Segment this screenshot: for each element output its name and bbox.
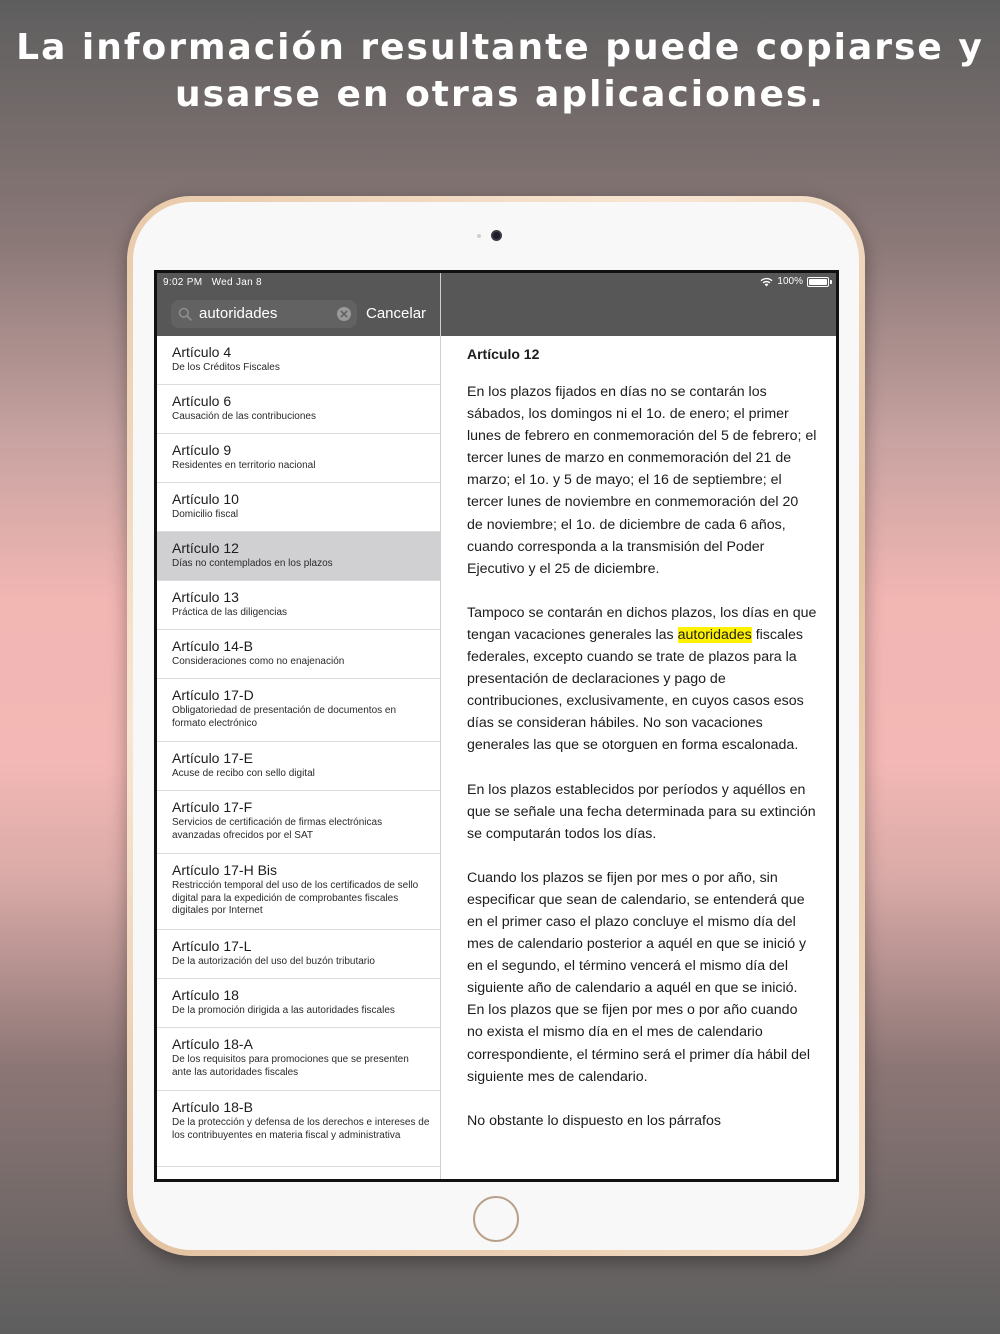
list-item[interactable]	[157, 679, 440, 742]
battery-icon	[807, 277, 829, 287]
list-item-title: Artículo 18	[172, 987, 239, 1003]
list-item-title: Artículo 18-A	[172, 1036, 253, 1052]
article-detail	[441, 336, 836, 1179]
list-item-subtitle: Residentes en territorio nacional	[172, 460, 316, 471]
status-clock: 9:02 PM	[163, 277, 203, 288]
list-item-title: Artículo 4	[172, 344, 232, 360]
paragraph-text: Tampoco se contarán en dichos plazos, los días en que tengan vacaciones generales las	[467, 604, 817, 643]
list-item-subtitle: Días no contemplados en los plazos	[172, 558, 333, 569]
list-item[interactable]	[157, 1091, 440, 1167]
list-item-title: Artículo 17-D	[172, 687, 254, 703]
device-screen	[154, 270, 839, 1182]
list-item-title: Artículo 18-B	[172, 1099, 253, 1115]
article-text	[467, 345, 817, 1154]
search-highlight: autoridades	[677, 626, 752, 643]
paragraph-text: fiscales federales, excepto cuando se trate de plazos para la presentación de declaraciones y pago de contribuciones, exclusivamente, en cuyos casos esos días se consideran hábiles. No son vacaciones generales las que se otorguen en forma escalonada.	[467, 626, 804, 754]
camera-icon	[491, 230, 502, 241]
list-item-subtitle: Causación de las contribuciones	[172, 411, 316, 422]
list-item-title: Artículo 17-E	[172, 750, 253, 766]
list-item[interactable]	[157, 483, 440, 532]
home-button[interactable]	[473, 1196, 519, 1242]
list-item[interactable]	[157, 854, 440, 930]
list-item-title: Artículo 9	[172, 442, 232, 458]
list-item[interactable]	[157, 1028, 440, 1091]
list-item-title: Artículo 13	[172, 589, 239, 605]
list-item-subtitle: Obligatoriedad de presentación de documentos en formato electrónico	[172, 705, 397, 729]
search-icon	[178, 307, 192, 321]
list-item-title: Artículo 17-L	[172, 938, 252, 954]
list-item-title: Artículo 10	[172, 491, 239, 507]
list-item[interactable]	[157, 630, 440, 679]
list-item[interactable]	[157, 581, 440, 630]
status-indicators	[760, 276, 829, 287]
list-item-subtitle: Consideraciones como no enajenación	[172, 656, 345, 667]
list-item-subtitle: Restricción temporal del uso de los certificados de sello digital para la expedición de comprobantes fiscales digitales por Internet	[172, 880, 419, 916]
article-paragraph: No obstante lo dispuesto en los párrafos	[467, 1112, 721, 1129]
list-item[interactable]	[157, 434, 440, 483]
cancel-button[interactable]: Cancelar	[366, 305, 427, 322]
light-sensor	[477, 234, 481, 238]
list-item-title: Artículo 12	[172, 540, 239, 556]
list-item-subtitle: De la promoción dirigida a las autoridades fiscales	[172, 1005, 395, 1016]
list-item[interactable]	[157, 336, 440, 385]
battery-percent: 100%	[777, 276, 803, 287]
article-list	[157, 336, 440, 1179]
list-item-subtitle: Práctica de las diligencias	[172, 607, 288, 618]
list-item[interactable]	[157, 791, 440, 854]
article-paragraph: En los plazos fijados en días no se contarán los sábados, los domingos ni el 1o. de enero; el primer lunes de febrero en conmemoración del 5 de febrero; el tercer lunes de marzo en conmemoración del 21 de marzo; el 1o. y 5 de mayo; el 16 de septiembre; el tercer lunes de noviembre en conmemoración del 20 de noviembre; el 1o. de diciembre de cada 6 años, cuando corresponda a la transmisión del Poder Ejecutivo y el 25 de diciembre.	[467, 384, 817, 577]
list-item-subtitle: De la autorización del uso del buzón tributario	[172, 956, 375, 967]
list-item-subtitle: De los requisitos para promociones que se presenten ante las autoridades fiscales	[172, 1054, 409, 1078]
list-item-subtitle: Servicios de certificación de firmas electrónicas avanzadas ofrecidos por el SAT	[172, 817, 383, 841]
list-item-subtitle: Domicilio fiscal	[172, 509, 239, 520]
navigation-bar	[157, 273, 836, 336]
status-date: Wed Jan 8	[211, 277, 262, 288]
list-item-subtitle: Acuse de recibo con sello digital	[172, 768, 315, 779]
list-item[interactable]	[157, 742, 440, 791]
list-item-subtitle: De la protección y defensa de los derechos e intereses de los contribuyentes en materia fiscal y administrativa	[172, 1117, 430, 1141]
list-item[interactable]	[157, 930, 440, 979]
status-time	[163, 277, 262, 288]
app-window	[157, 273, 836, 1179]
list-item-subtitle: De los Créditos Fiscales	[172, 362, 280, 373]
article-paragraph: En los plazos establecidos por períodos y aquéllos en que se señale una fecha determinada para su extinción se computarán todos los días.	[467, 781, 816, 842]
wifi-icon	[760, 277, 773, 287]
article-paragraph: Cuando los plazos se fijen por mes o por año, sin especificar que sean de calendario, se entenderá que en el primer caso el plazo concluye el mismo día del mes de calendario posterior a aquél en que se inició y en el segundo, el término vencerá el mismo día del siguiente año de calendario a aquél en que se inició. En los plazos que se fijen por mes o por año cuando no exista el mismo día en el mes de calendario correspondiente, el término será el primer día hábil del siguiente mes de calendario.	[467, 869, 811, 1085]
list-item[interactable]	[157, 385, 440, 434]
list-item[interactable]	[157, 979, 440, 1028]
article-paragraph	[467, 602, 817, 757]
article-title: Artículo 12	[467, 346, 540, 362]
list-item-title: Artículo 14-B	[172, 638, 253, 654]
list-item-title: Artículo 6	[172, 393, 232, 409]
list-item-title: Artículo 17-H Bis	[172, 862, 278, 878]
list-item-title: Artículo 17-F	[172, 799, 253, 815]
clear-search-icon[interactable]	[337, 307, 351, 321]
search-input-value[interactable]: autoridades	[199, 305, 278, 322]
search-input[interactable]	[171, 300, 357, 328]
list-item[interactable]	[157, 532, 440, 581]
promo-headline: La información resultante puede copiarse y usarse en otras aplicaciones.	[16, 27, 984, 115]
